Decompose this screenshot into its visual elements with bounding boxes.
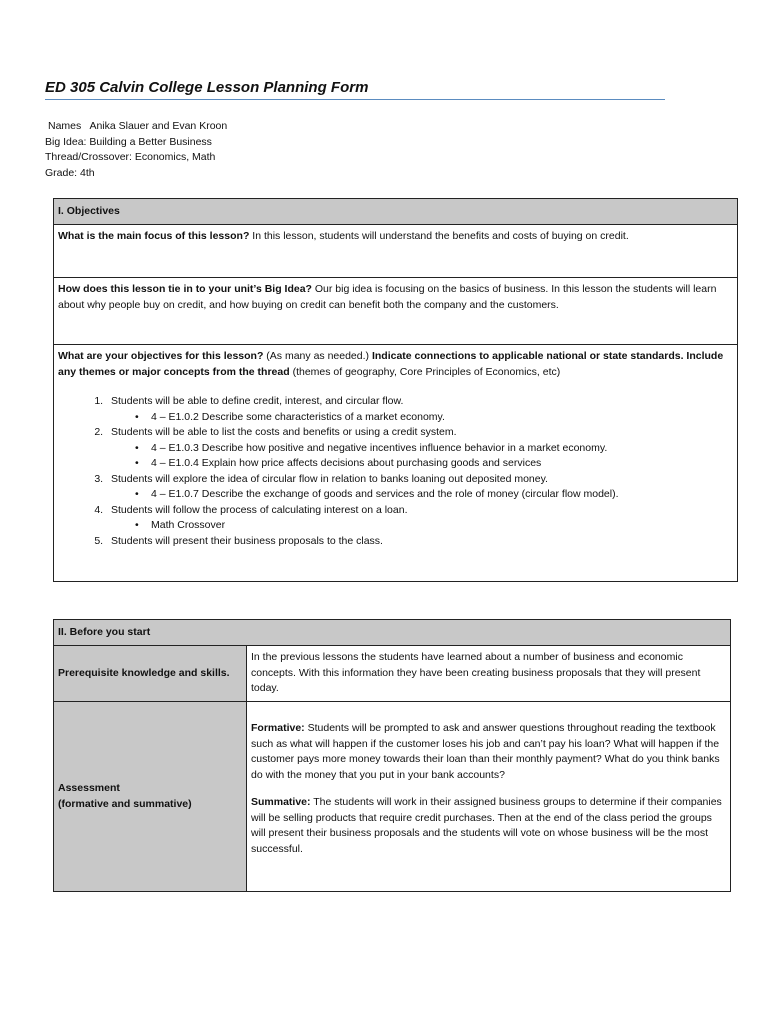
standard-item: • Math Crossover xyxy=(135,518,733,534)
standards-list xyxy=(111,441,733,472)
standards-list xyxy=(111,518,733,534)
prereq-text: In the previous lessons the students have learned about a number of business and economic concepts. With this information they have been creating business proposals that they will present today. xyxy=(247,646,731,702)
objective-text: Students will explore the idea of circular flow in relation to banks loaning out deposited money. xyxy=(111,472,548,485)
summative-paragraph xyxy=(251,795,726,857)
thread-line: Thread/Crossover: Economics, Math xyxy=(45,151,216,163)
tie-question: How does this lesson tie in to your unit’s Big Idea? xyxy=(58,283,312,295)
standards-list xyxy=(111,410,733,426)
formative-paragraph xyxy=(251,721,726,783)
standard-item: • 4 – E1.0.2 Describe some characteristics of a market economy. xyxy=(135,410,733,426)
objective-item xyxy=(106,534,733,550)
objectives-question: What are your objectives for this lesson? xyxy=(58,350,264,362)
objectives-list xyxy=(58,394,733,549)
big-idea-line: Big Idea: Building a Better Business xyxy=(45,135,212,148)
big-idea-tie-cell xyxy=(54,278,738,345)
objective-text: Students will be able to define credit, interest, and circular flow. xyxy=(111,395,404,407)
objective-text: Students will be able to list the costs and benefits or using a credit system. xyxy=(111,426,457,438)
names-label: Names xyxy=(48,120,82,132)
objective-text: Students will follow the process of calculating interest on a loan. xyxy=(111,503,408,516)
prereq-label: Prerequisite knowledge and skills. xyxy=(54,646,247,702)
objectives-cell xyxy=(54,345,738,582)
objective-item xyxy=(106,394,733,425)
objectives-note: (As many as needed.) xyxy=(263,350,372,362)
focus-question: What is the main focus of this lesson? xyxy=(58,230,250,242)
names-value: Anika Slauer and Evan Kroon xyxy=(89,120,228,132)
objective-item xyxy=(106,425,733,472)
themes-note: (themes of geography, Core Principles of Economics, etc) xyxy=(289,365,561,378)
objective-item xyxy=(106,472,733,503)
standard-item: • 4 – E1.0.4 Explain how price affects decisions about purchasing goods and services xyxy=(135,456,733,472)
form-title: ED 305 Calvin College Lesson Planning Form xyxy=(45,79,665,100)
standard-item: • 4 – E1.0.3 Describe how positive and negative incentives influence behavior in a market economy. xyxy=(135,441,733,457)
before-you-start-table xyxy=(53,619,731,892)
summative-text: The students will work in their assigned business groups to determine if their companies will be selling products that require credit purchases. Then at the end of the class period the groups will present their business proposals and the students will vote on whose business will be the most successful. xyxy=(251,796,722,855)
standard-item: • 4 – E1.0.7 Describe the exchange of goods and services and the role of money (circular flow model). xyxy=(135,487,733,503)
lesson-info xyxy=(45,119,227,181)
tie-answer: Our big idea is focusing on the basics of business. In this lesson the students will learn about why people buy on credit, and how buying on credit can benefit both the company and the customers. xyxy=(58,283,717,311)
assessment-label: Assessment xyxy=(58,782,120,794)
objective-text: Students will present their business proposals to the class. xyxy=(111,534,383,547)
assessment-sublabel: (formative and summative) xyxy=(58,797,192,810)
assessment-label-cell xyxy=(54,702,247,892)
objectives-prompt xyxy=(58,349,733,380)
objectives-table xyxy=(53,198,738,582)
standards-list xyxy=(111,487,733,503)
before-header: II. Before you start xyxy=(54,620,731,646)
summative-label: Summative: xyxy=(251,796,311,808)
names-line xyxy=(45,119,227,135)
formative-label: Formative: xyxy=(251,722,305,734)
objective-item xyxy=(106,503,733,534)
objectives-header: I. Objectives xyxy=(54,199,738,225)
formative-text: Students will be prompted to ask and answer questions throughout reading the textbook such as what will happen if the customer loses his job and can’t pay his loan? What will happen if the customer pays more money towards their loan than their monthly payment? What do you think banks do with the money that you put in your bank accounts? xyxy=(251,722,720,781)
standards-instruction: Indicate connections to applicable national or state standards. Include any themes or major concepts from the thread xyxy=(58,350,724,378)
assessment-cell xyxy=(247,702,731,892)
focus-answer: In this lesson, students will understand the benefits and costs of buying on credit. xyxy=(249,230,629,242)
focus-cell xyxy=(54,225,738,278)
grade-line: Grade: 4th xyxy=(45,166,95,179)
